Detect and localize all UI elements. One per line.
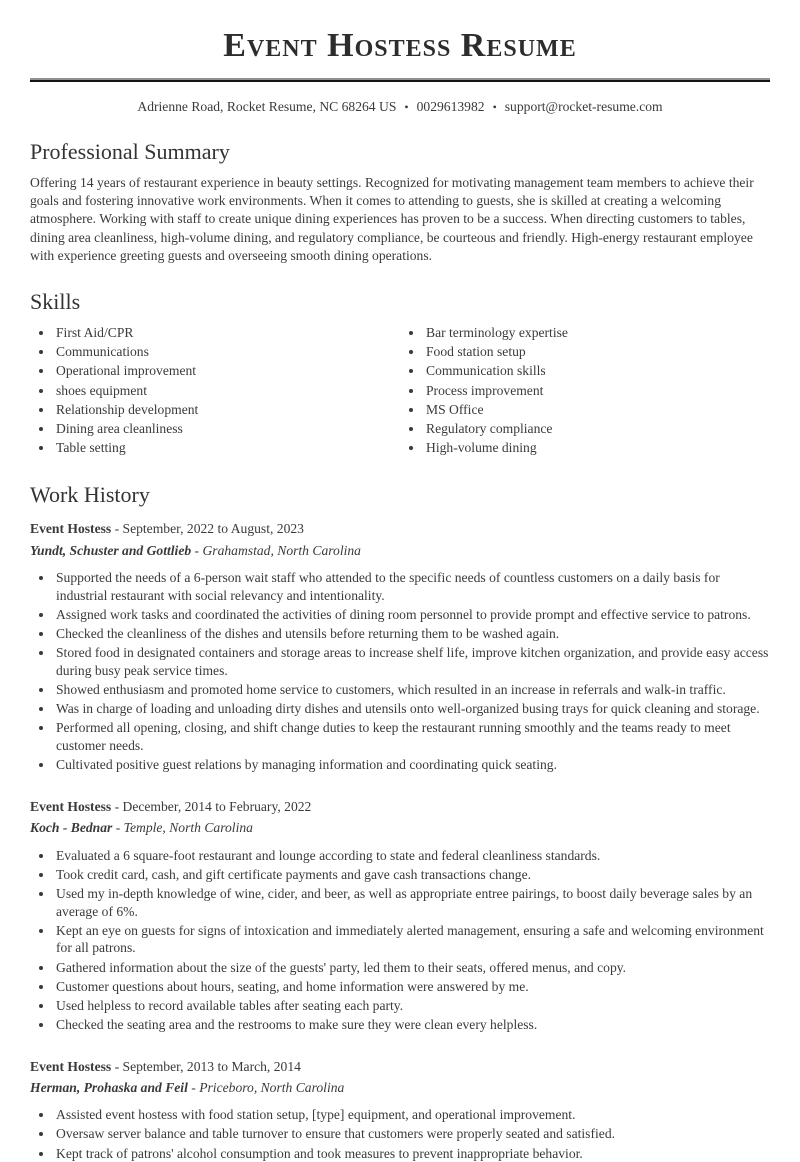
job-company: Herman, Prohaska and Feil [30, 1080, 188, 1096]
skills-heading: Skills [30, 288, 81, 314]
job-bullet-list [30, 569, 770, 774]
job-bullet: • Showed enthusiasm and promoted home service to customers, which resulted in an increase in referrals and walk-in traffic. [54, 681, 770, 699]
job-dates: September, 2022 to August, 2023 [122, 521, 304, 537]
page-title: Event Hostess Resume [223, 27, 577, 64]
skill-item: • Table setting [54, 439, 400, 457]
work-history-list [30, 519, 770, 1162]
skill-item: • Communication skills [424, 362, 770, 380]
job-company-line [30, 541, 770, 560]
skill-item: • Operational improvement [54, 362, 400, 380]
contact-phone: 0029613982 [416, 99, 485, 114]
job-entry [30, 519, 770, 773]
job-entry [30, 1057, 770, 1162]
skill-item: • Relationship development [54, 401, 400, 419]
job-bullet: • Used helpless to record available tables after seating each party. [54, 997, 770, 1015]
job-entry [30, 797, 770, 1034]
skill-item: • Food station setup [424, 343, 770, 361]
job-bullet: • Performed all opening, closing, and shift change duties to keep the restaurant running smoothly and the teams ready to meet customer needs. [54, 719, 770, 754]
summary-text: Offering 14 years of restaurant experience in beauty settings. Recognized for motivating management team members to achieve their goals and fostering innovative work environments. When it comes to attending to guests, she is skilled at creating a welcoming atmosphere. Working with staff to create unique dining experiences has proven to be a success. When directing customers to tables, dining area cleanliness, high-volume dining, and regulatory compliance, be courteous and friendly. High-energy restaurant employee with experience greeting guests and overseeing smooth dining operations. [30, 175, 754, 263]
job-bullet: • Kept track of patrons' alcohol consumption and took measures to prevent inappropriate behavior. [54, 1145, 770, 1162]
job-bullet: • Supported the needs of a 6-person wait staff who attended to the specific needs of countless customers on a daily basis for industrial restaurant with social relevancy and intentionality. [54, 569, 770, 604]
job-bullet: • Customer questions about hours, seating, and home information were answered by me. [54, 978, 770, 996]
job-title-line [30, 519, 770, 538]
summary-heading: Professional Summary [30, 139, 230, 164]
job-company: Yundt, Schuster and Gottlieb [30, 543, 192, 559]
contact-line [30, 99, 770, 115]
skills-column-right [400, 324, 770, 458]
separator: - [191, 543, 203, 559]
skill-item: • First Aid/CPR [54, 324, 400, 342]
job-bullet: • Kept an eye on guests for signs of intoxication and immediately alerted management, ensuring a safe and welcoming environment for all patrons. [54, 922, 770, 957]
job-bullet: • Used my in-depth knowledge of wine, cider, and beer, as well as appropriate entree pairings, to boost daily beverage sales by an average of 6%. [54, 885, 770, 920]
job-bullet: • Stored food in designated containers and storage areas to increase shelf life, improve kitchen organization, and provide easy access during busy peak service times. [54, 644, 770, 679]
skill-item: • shoes equipment [54, 382, 400, 400]
job-bullet: • Gathered information about the size of the guests' party, led them to their seats, offered menus, and copy. [54, 959, 770, 977]
job-title-line [30, 1057, 770, 1076]
job-bullet: • Assigned work tasks and coordinated the activities of dining room personnel to provide prompt and effective service to patrons. [54, 606, 770, 624]
separator: - [111, 1058, 123, 1074]
contact-separator-dot: • [404, 100, 409, 114]
job-bullet: • Oversaw server balance and table turnover to ensure that customers were properly seated and satisfied. [54, 1125, 770, 1143]
job-title: Event Hostess [30, 1058, 112, 1074]
job-bullet: • Was in charge of loading and unloading dirty dishes and utensils onto well-organized busing trays for quick cleaning and storage. [54, 700, 770, 718]
skill-item: • MS Office [424, 401, 770, 419]
separator: - [111, 798, 123, 814]
job-title: Event Hostess [30, 798, 112, 814]
job-location: Grahamstad, North Carolina [202, 543, 361, 559]
job-company-line [30, 1078, 770, 1097]
job-bullet: • Checked the seating area and the restrooms to make sure they were clean every helpless. [54, 1016, 770, 1034]
job-company-line [30, 818, 770, 837]
skill-item: • Communications [54, 343, 400, 361]
job-location: Temple, North Carolina [123, 820, 253, 836]
contact-address: Adrienne Road, Rocket Resume, NC 68264 US [137, 99, 397, 114]
skill-item: • Process improvement [424, 382, 770, 400]
separator: - [112, 820, 124, 836]
job-bullet: • Evaluated a 6 square-foot restaurant and lounge according to state and federal cleanliness standards. [54, 847, 770, 865]
job-bullet-list [30, 847, 770, 1034]
skills-list [30, 324, 770, 458]
job-company: Koch - Bednar [30, 820, 113, 836]
job-bullet: • Assisted event hostess with food station setup, [type] equipment, and operational improvement. [54, 1106, 770, 1124]
skill-item: • Dining area cleanliness [54, 420, 400, 438]
job-dates: September, 2013 to March, 2014 [122, 1058, 301, 1074]
job-dates: December, 2014 to February, 2022 [122, 798, 312, 814]
skill-item: • Regulatory compliance [424, 420, 770, 438]
header-divider [30, 78, 770, 82]
contact-separator-dot: • [492, 100, 497, 114]
skill-item: • Bar terminology expertise [424, 324, 770, 342]
resume-page [0, 29, 800, 1162]
job-bullet: • Cultivated positive guest relations by managing information and coordinating quick seating. [54, 756, 770, 774]
job-bullet: • Checked the cleanliness of the dishes and utensils before returning them to be washed again. [54, 625, 770, 643]
job-bullet-list [30, 1106, 770, 1162]
work-history-heading: Work History [30, 482, 150, 508]
separator: - [111, 521, 123, 537]
skills-column-left [30, 324, 400, 458]
separator: - [187, 1080, 200, 1096]
job-title: Event Hostess [30, 521, 112, 537]
job-bullet: • Took credit card, cash, and gift certificate payments and gave cash transactions change. [54, 866, 770, 884]
job-title-line [30, 797, 770, 816]
skill-item: • High-volume dining [424, 439, 770, 457]
job-location: Priceboro, North Carolina [199, 1080, 345, 1096]
contact-email: support@rocket-resume.com [504, 99, 663, 114]
